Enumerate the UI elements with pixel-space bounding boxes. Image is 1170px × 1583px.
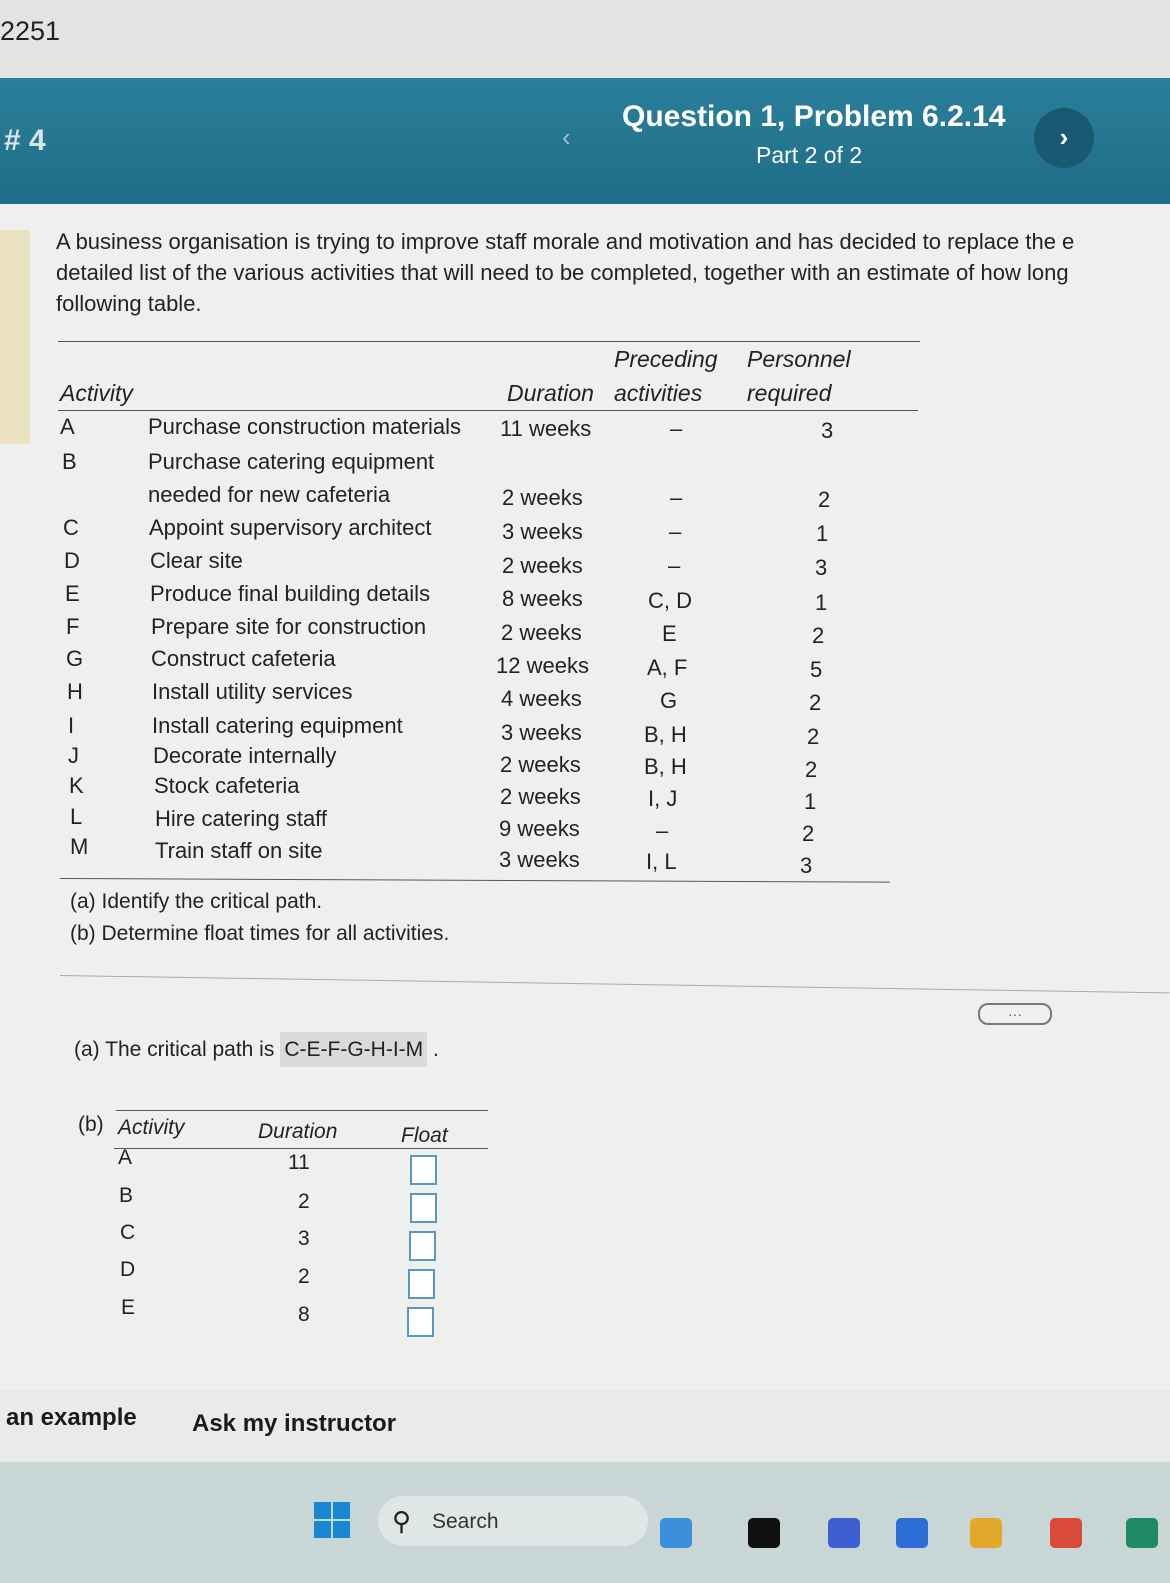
header-personnel-2: required — [747, 380, 832, 406]
critical-path-value[interactable]: C-E-F-G-H-I-M — [280, 1032, 427, 1067]
row-f-desc: Prepare site for construction — [151, 614, 427, 639]
row-d-preceding: – — [668, 553, 681, 578]
float-input-d[interactable] — [408, 1269, 435, 1299]
row-d-duration: 2 weeks — [502, 553, 583, 578]
critical-path-answer — [74, 1038, 439, 1062]
row-f-preceding: E — [662, 621, 677, 646]
move-icon[interactable] — [978, 1003, 1052, 1025]
search-icon: ⚲ — [392, 1506, 412, 1536]
header-preceding-1: Preceding — [614, 346, 718, 372]
row-m-personnel: 3 — [800, 853, 813, 878]
row-c-desc: Appoint supervisory architect — [149, 515, 432, 540]
question-number: # 4 — [4, 124, 46, 157]
problem-line-1: A business organisation is trying to improve staff morale and motivation and has decided to replace the e — [56, 229, 1075, 254]
float-input-c[interactable] — [409, 1231, 436, 1261]
row-k-desc: Stock cafeteria — [154, 773, 300, 798]
row-i-personnel: 2 — [807, 724, 820, 749]
app-icon[interactable] — [748, 1518, 780, 1548]
left-margin-bar — [0, 230, 30, 444]
row-k-duration: 2 weeks — [500, 784, 581, 809]
question-part: Part 2 of 2 — [756, 142, 863, 168]
float-input-a[interactable] — [410, 1155, 437, 1185]
row-j-desc: Decorate internally — [153, 743, 337, 768]
office-icon[interactable] — [1050, 1518, 1082, 1548]
row-i-desc: Install catering equipment — [152, 713, 403, 738]
float-row-e-duration: 8 — [298, 1303, 310, 1326]
row-b-duration: 2 weeks — [502, 485, 583, 510]
bottom-action-bar — [0, 1390, 1170, 1462]
problem-statement — [56, 226, 1170, 319]
widgets-icon[interactable] — [660, 1518, 692, 1548]
row-b-personnel: 2 — [818, 487, 831, 512]
row-e-personnel: 1 — [815, 590, 828, 615]
row-e-desc: Produce final building details — [150, 581, 431, 606]
float-row-b-duration: 2 — [298, 1190, 310, 1213]
float-header-duration: Duration — [258, 1120, 338, 1143]
row-d-personnel: 3 — [815, 555, 828, 580]
row-a-id: A — [60, 414, 75, 439]
row-i-duration: 3 weeks — [501, 720, 582, 745]
windows-taskbar — [0, 1462, 1170, 1583]
row-a-duration: 11 weeks — [500, 416, 592, 441]
row-i-id: I — [68, 713, 75, 738]
row-b-desc: Purchase catering equipment — [148, 449, 435, 474]
row-l-personnel: 2 — [802, 821, 815, 846]
chevron-left-icon[interactable]: ‹ — [562, 122, 571, 152]
float-header-float: Float — [401, 1124, 448, 1147]
browser-icon[interactable] — [1126, 1518, 1158, 1548]
row-a-personnel: 3 — [821, 418, 834, 443]
header-preceding-2: activities — [614, 380, 703, 406]
problem-line-2: detailed list of the various activities that will need to be completed, together with an estimate of how long — [56, 260, 1069, 285]
float-row-d-duration: 2 — [298, 1265, 310, 1288]
row-e-preceding: C, D — [648, 588, 692, 613]
question-title: Question 1, Problem 6.2.14 — [622, 100, 1006, 133]
float-row-a-duration: 11 — [288, 1151, 310, 1174]
row-c-id: C — [63, 515, 79, 540]
store-icon[interactable] — [896, 1518, 928, 1548]
header-personnel-1: Personnel — [747, 346, 851, 372]
float-table-top-rule — [116, 1110, 488, 1111]
critical-path-prefix: (a) The critical path is — [74, 1038, 275, 1061]
row-j-personnel: 2 — [805, 757, 818, 782]
row-a-preceding: – — [670, 416, 683, 441]
row-h-id: H — [67, 679, 83, 704]
row-f-duration: 2 weeks — [501, 620, 582, 645]
row-b-preceding: – — [670, 485, 683, 510]
question-b-text: (b) Determine float times for all activities. — [70, 922, 450, 945]
row-g-id: G — [66, 646, 84, 671]
row-l-duration: 9 weeks — [499, 816, 580, 841]
row-j-preceding: B, H — [644, 754, 687, 779]
header-duration: Duration — [507, 380, 594, 406]
problem-line-3: following table. — [56, 291, 202, 316]
float-row-a-id: A — [118, 1146, 133, 1169]
row-k-personnel: 1 — [804, 789, 817, 814]
row-f-personnel: 2 — [812, 623, 825, 648]
row-b-desc-2: needed for new cafeteria — [148, 482, 391, 507]
row-c-personnel: 1 — [816, 521, 829, 546]
view-example-link[interactable]: an example — [6, 1404, 137, 1431]
float-row-d-id: D — [120, 1258, 136, 1281]
row-h-personnel: 2 — [809, 690, 822, 715]
row-d-id: D — [64, 548, 80, 573]
row-g-preceding: A, F — [647, 655, 688, 680]
file-explorer-icon[interactable] — [970, 1518, 1002, 1548]
row-m-id: M — [70, 834, 89, 859]
float-table-header-rule — [114, 1148, 488, 1149]
row-k-preceding: I, J — [648, 786, 678, 811]
row-l-id: L — [70, 804, 83, 829]
windows-start-icon[interactable] — [314, 1502, 350, 1538]
float-header-activity: Activity — [118, 1116, 185, 1139]
row-c-preceding: – — [669, 519, 682, 544]
critical-path-suffix: . — [433, 1038, 439, 1061]
row-k-id: K — [69, 773, 84, 798]
taskbar-search-placeholder: Search — [432, 1510, 499, 1533]
teams-icon[interactable] — [828, 1518, 860, 1548]
row-e-duration: 8 weeks — [502, 586, 583, 611]
browser-top-strip — [0, 0, 1170, 78]
row-m-duration: 3 weeks — [499, 847, 580, 872]
header-activity: Activity — [60, 380, 133, 406]
float-row-c-id: C — [120, 1221, 136, 1244]
row-e-id: E — [65, 581, 80, 606]
page-code: 2251 — [0, 16, 61, 46]
row-h-duration: 4 weeks — [501, 686, 582, 711]
float-row-c-duration: 3 — [298, 1227, 310, 1250]
row-g-desc: Construct cafeteria — [151, 646, 336, 671]
ask-instructor-link[interactable]: Ask my instructor — [192, 1410, 397, 1437]
float-input-e[interactable] — [407, 1307, 434, 1337]
table-top-rule — [58, 341, 920, 342]
drag-tool-label: ··· — [1008, 1006, 1022, 1022]
row-a-desc: Purchase construction materials — [148, 414, 462, 439]
row-m-desc: Train staff on site — [155, 838, 323, 863]
row-l-preceding: – — [656, 818, 669, 843]
float-row-e-id: E — [121, 1296, 136, 1319]
question-a-text: (a) Identify the critical path. — [70, 890, 323, 913]
chevron-right-icon[interactable]: › — [1034, 108, 1094, 168]
row-d-desc: Clear site — [150, 548, 243, 573]
row-j-id: J — [68, 743, 79, 768]
row-b-id: B — [62, 449, 77, 474]
question-header — [0, 78, 1170, 204]
float-input-b[interactable] — [410, 1193, 437, 1223]
row-l-desc: Hire catering staff — [155, 806, 328, 831]
taskbar-search[interactable] — [378, 1496, 648, 1546]
float-table-label: (b) — [78, 1113, 104, 1136]
float-row-b-id: B — [119, 1184, 134, 1207]
row-i-preceding: B, H — [644, 722, 687, 747]
row-c-duration: 3 weeks — [502, 519, 583, 544]
row-g-personnel: 5 — [810, 657, 823, 682]
table-header-rule — [58, 410, 918, 411]
row-g-duration: 12 weeks — [496, 653, 589, 678]
row-f-id: F — [66, 614, 80, 639]
row-j-duration: 2 weeks — [500, 752, 581, 777]
row-h-desc: Install utility services — [152, 679, 353, 704]
row-m-preceding: I, L — [646, 849, 677, 874]
row-h-preceding: G — [660, 688, 678, 713]
